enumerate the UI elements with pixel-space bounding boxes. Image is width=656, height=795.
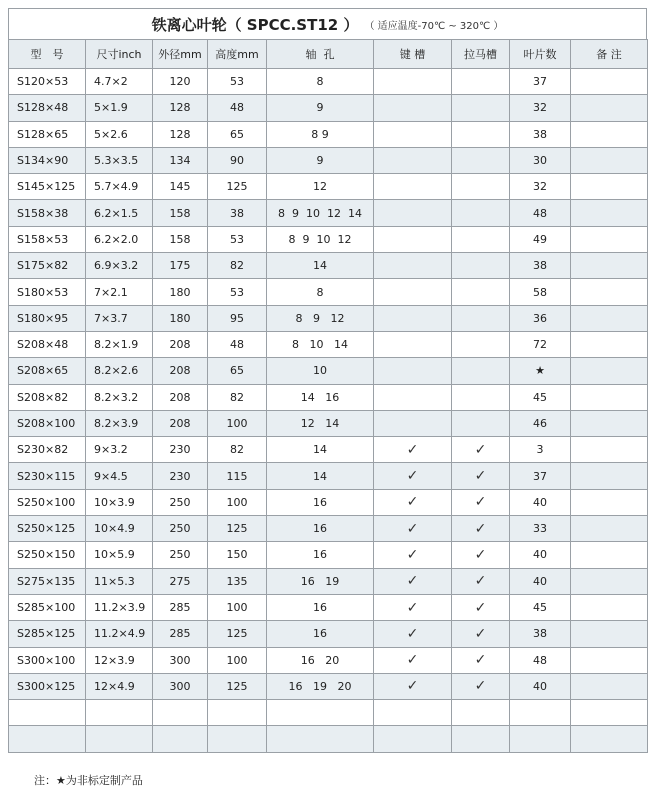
cell-outer-diameter: 134 <box>153 147 208 173</box>
cell-puller-slot <box>452 700 510 726</box>
cell-height: 150 <box>208 542 267 568</box>
cell-height: 82 <box>208 384 267 410</box>
cell-size-inch: 10×4.9 <box>86 516 153 542</box>
cell-shaft-hole: 8 9 10 12 14 <box>267 200 374 226</box>
cell-keyway <box>374 69 452 95</box>
cell-keyway <box>374 726 452 752</box>
cell-size-inch: 8.2×3.9 <box>86 410 153 436</box>
cell-puller-slot: ✓ <box>452 542 510 568</box>
cell-remarks <box>571 568 648 594</box>
cell-keyway <box>374 95 452 121</box>
table-row <box>9 516 648 542</box>
cell-outer-diameter: 128 <box>153 95 208 121</box>
cell-model: S300×125 <box>9 673 86 699</box>
cell-size-inch: 8.2×3.2 <box>86 384 153 410</box>
cell-remarks <box>571 410 648 436</box>
cell-model: S158×38 <box>9 200 86 226</box>
cell-shaft-hole: 16 <box>267 516 374 542</box>
cell-remarks <box>571 147 648 173</box>
cell-shaft-hole: 8 9 12 <box>267 305 374 331</box>
cell-outer-diameter: 180 <box>153 305 208 331</box>
cell-size-inch: 6.2×1.5 <box>86 200 153 226</box>
cell-outer-diameter: 208 <box>153 358 208 384</box>
header-puller-slot: 拉马槽 <box>452 40 510 69</box>
cell-size-inch: 6.9×3.2 <box>86 253 153 279</box>
cell-size-inch <box>86 700 153 726</box>
cell-size-inch: 12×4.9 <box>86 673 153 699</box>
cell-remarks <box>571 542 648 568</box>
cell-height: 100 <box>208 594 267 620</box>
table-row <box>9 463 648 489</box>
table-row <box>9 253 648 279</box>
cell-keyway <box>374 358 452 384</box>
cell-keyway: ✓ <box>374 542 452 568</box>
cell-outer-diameter: 250 <box>153 516 208 542</box>
cell-blade-count: 30 <box>510 147 571 173</box>
cell-puller-slot: ✓ <box>452 437 510 463</box>
cell-shaft-hole <box>267 700 374 726</box>
cell-remarks <box>571 121 648 147</box>
cell-puller-slot <box>452 69 510 95</box>
table-row <box>9 226 648 252</box>
cell-puller-slot <box>452 147 510 173</box>
table-title: 铁离心叶轮 <box>151 15 227 34</box>
cell-model: S128×65 <box>9 121 86 147</box>
cell-outer-diameter: 208 <box>153 331 208 357</box>
cell-keyway: ✓ <box>374 673 452 699</box>
cell-puller-slot <box>452 226 510 252</box>
cell-height: 125 <box>208 174 267 200</box>
header-size-inch: 尺寸inch <box>86 40 153 69</box>
cell-blade-count: 33 <box>510 516 571 542</box>
cell-blade-count: 40 <box>510 673 571 699</box>
cell-shaft-hole: 14 <box>267 253 374 279</box>
cell-puller-slot: ✓ <box>452 673 510 699</box>
cell-keyway <box>374 279 452 305</box>
table-row <box>9 305 648 331</box>
cell-model: S285×125 <box>9 621 86 647</box>
cell-shaft-hole: 16 <box>267 621 374 647</box>
cell-blade-count: 37 <box>510 69 571 95</box>
cell-remarks <box>571 673 648 699</box>
cell-keyway: ✓ <box>374 647 452 673</box>
cell-model <box>9 726 86 752</box>
cell-keyway: ✓ <box>374 516 452 542</box>
cell-puller-slot <box>452 384 510 410</box>
cell-puller-slot <box>452 726 510 752</box>
cell-blade-count <box>510 700 571 726</box>
table-row <box>9 69 648 95</box>
cell-size-inch: 5.3×3.5 <box>86 147 153 173</box>
cell-model: S250×150 <box>9 542 86 568</box>
cell-remarks <box>571 305 648 331</box>
cell-puller-slot <box>452 410 510 436</box>
cell-outer-diameter: 208 <box>153 384 208 410</box>
cell-puller-slot <box>452 174 510 200</box>
cell-keyway <box>374 121 452 147</box>
cell-keyway <box>374 226 452 252</box>
cell-model: S208×48 <box>9 331 86 357</box>
header-row <box>9 40 648 69</box>
cell-puller-slot: ✓ <box>452 621 510 647</box>
cell-size-inch: 11×5.3 <box>86 568 153 594</box>
cell-size-inch: 9×3.2 <box>86 437 153 463</box>
cell-height: 100 <box>208 410 267 436</box>
cell-keyway <box>374 200 452 226</box>
cell-size-inch <box>86 726 153 752</box>
cell-blade-count: 40 <box>510 542 571 568</box>
table-row <box>9 358 648 384</box>
table-row <box>9 594 648 620</box>
cell-model: S180×95 <box>9 305 86 331</box>
header-blade-count: 叶片数 <box>510 40 571 69</box>
cell-height: 48 <box>208 95 267 121</box>
cell-model: S250×125 <box>9 516 86 542</box>
cell-remarks <box>571 95 648 121</box>
header-model: 型 号 <box>9 40 86 69</box>
cell-blade-count: 3 <box>510 437 571 463</box>
cell-outer-diameter: 120 <box>153 69 208 95</box>
cell-outer-diameter: 180 <box>153 279 208 305</box>
cell-height <box>208 700 267 726</box>
cell-blade-count: 32 <box>510 95 571 121</box>
cell-outer-diameter: 250 <box>153 542 208 568</box>
cell-size-inch: 5.7×4.9 <box>86 174 153 200</box>
table-row <box>9 437 648 463</box>
cell-size-inch: 10×3.9 <box>86 489 153 515</box>
cell-remarks <box>571 279 648 305</box>
cell-height: 95 <box>208 305 267 331</box>
impeller-spec-sheet <box>8 8 647 753</box>
cell-outer-diameter: 300 <box>153 673 208 699</box>
cell-puller-slot <box>452 279 510 305</box>
cell-shaft-hole: 16 <box>267 489 374 515</box>
cell-model: S230×115 <box>9 463 86 489</box>
cell-height: 135 <box>208 568 267 594</box>
table-row <box>9 279 648 305</box>
cell-puller-slot: ✓ <box>452 568 510 594</box>
footnote: 注：★为非标定制产品 <box>34 774 143 787</box>
header-keyway: 键 槽 <box>374 40 452 69</box>
cell-shaft-hole: 9 <box>267 95 374 121</box>
cell-keyway: ✓ <box>374 463 452 489</box>
table-row <box>9 147 648 173</box>
cell-remarks <box>571 726 648 752</box>
cell-outer-diameter <box>153 700 208 726</box>
cell-blade-count: 45 <box>510 384 571 410</box>
header-remarks: 备 注 <box>571 40 648 69</box>
cell-height: 90 <box>208 147 267 173</box>
cell-blade-count: 58 <box>510 279 571 305</box>
cell-outer-diameter: 300 <box>153 647 208 673</box>
cell-outer-diameter: 128 <box>153 121 208 147</box>
cell-remarks <box>571 174 648 200</box>
cell-model: S208×65 <box>9 358 86 384</box>
cell-shaft-hole: 8 <box>267 279 374 305</box>
cell-model: S134×90 <box>9 147 86 173</box>
cell-size-inch: 5×1.9 <box>86 95 153 121</box>
cell-outer-diameter: 208 <box>153 410 208 436</box>
cell-height: 65 <box>208 358 267 384</box>
cell-shaft-hole: 8 9 10 12 <box>267 226 374 252</box>
cell-keyway: ✓ <box>374 621 452 647</box>
cell-keyway <box>374 147 452 173</box>
cell-shaft-hole: 14 <box>267 463 374 489</box>
cell-keyway: ✓ <box>374 437 452 463</box>
cell-shaft-hole: 16 19 <box>267 568 374 594</box>
cell-remarks <box>571 463 648 489</box>
cell-keyway <box>374 305 452 331</box>
cell-blade-count: 46 <box>510 410 571 436</box>
cell-model: S120×53 <box>9 69 86 95</box>
spec-table-body <box>9 69 648 753</box>
cell-model: S175×82 <box>9 253 86 279</box>
cell-blade-count: 36 <box>510 305 571 331</box>
cell-puller-slot <box>452 331 510 357</box>
cell-model: S300×100 <box>9 647 86 673</box>
cell-size-inch: 7×2.1 <box>86 279 153 305</box>
cell-remarks <box>571 647 648 673</box>
cell-keyway <box>374 410 452 436</box>
cell-outer-diameter: 175 <box>153 253 208 279</box>
cell-shaft-hole: 16 20 <box>267 647 374 673</box>
table-title-bar <box>8 8 647 39</box>
cell-size-inch: 7×3.7 <box>86 305 153 331</box>
cell-shaft-hole <box>267 726 374 752</box>
cell-shaft-hole: 14 16 <box>267 384 374 410</box>
cell-remarks <box>571 700 648 726</box>
cell-size-inch: 9×4.5 <box>86 463 153 489</box>
cell-blade-count: 72 <box>510 331 571 357</box>
cell-keyway: ✓ <box>374 568 452 594</box>
table-row <box>9 647 648 673</box>
cell-blade-count <box>510 726 571 752</box>
cell-size-inch: 8.2×1.9 <box>86 331 153 357</box>
cell-remarks <box>571 437 648 463</box>
cell-model: S180×53 <box>9 279 86 305</box>
cell-remarks <box>571 516 648 542</box>
cell-shaft-hole: 9 <box>267 147 374 173</box>
cell-size-inch: 10×5.9 <box>86 542 153 568</box>
cell-shaft-hole: 8 10 14 <box>267 331 374 357</box>
cell-puller-slot <box>452 95 510 121</box>
cell-puller-slot: ✓ <box>452 489 510 515</box>
cell-height: 82 <box>208 437 267 463</box>
cell-remarks <box>571 594 648 620</box>
cell-outer-diameter: 230 <box>153 463 208 489</box>
cell-puller-slot: ✓ <box>452 647 510 673</box>
table-row <box>9 489 648 515</box>
cell-height: 115 <box>208 463 267 489</box>
cell-remarks <box>571 489 648 515</box>
cell-size-inch: 11.2×3.9 <box>86 594 153 620</box>
cell-height: 100 <box>208 489 267 515</box>
cell-remarks <box>571 69 648 95</box>
cell-blade-count: 40 <box>510 568 571 594</box>
header-height: 高度mm <box>208 40 267 69</box>
cell-puller-slot: ✓ <box>452 516 510 542</box>
table-row <box>9 673 648 699</box>
cell-keyway <box>374 174 452 200</box>
cell-remarks <box>571 200 648 226</box>
cell-blade-count: 49 <box>510 226 571 252</box>
cell-outer-diameter: 158 <box>153 200 208 226</box>
cell-keyway: ✓ <box>374 489 452 515</box>
cell-height <box>208 726 267 752</box>
cell-puller-slot <box>452 253 510 279</box>
cell-outer-diameter: 250 <box>153 489 208 515</box>
cell-puller-slot <box>452 305 510 331</box>
cell-shaft-hole: 14 <box>267 437 374 463</box>
cell-outer-diameter: 145 <box>153 174 208 200</box>
cell-keyway <box>374 253 452 279</box>
cell-keyway <box>374 384 452 410</box>
cell-height: 53 <box>208 226 267 252</box>
table-row <box>9 174 648 200</box>
cell-remarks <box>571 253 648 279</box>
cell-puller-slot: ✓ <box>452 463 510 489</box>
cell-blade-count: 38 <box>510 121 571 147</box>
cell-blade-count: 37 <box>510 463 571 489</box>
cell-puller-slot <box>452 121 510 147</box>
table-row <box>9 542 648 568</box>
cell-blade-count: ★ <box>510 358 571 384</box>
cell-size-inch: 8.2×2.6 <box>86 358 153 384</box>
cell-height: 100 <box>208 647 267 673</box>
cell-blade-count: 48 <box>510 200 571 226</box>
cell-size-inch: 4.7×2 <box>86 69 153 95</box>
cell-model: S158×53 <box>9 226 86 252</box>
cell-model: S250×100 <box>9 489 86 515</box>
cell-model <box>9 700 86 726</box>
cell-model: S145×125 <box>9 174 86 200</box>
cell-shaft-hole: 12 <box>267 174 374 200</box>
table-row <box>9 95 648 121</box>
cell-shaft-hole: 12 14 <box>267 410 374 436</box>
cell-remarks <box>571 358 648 384</box>
cell-size-inch: 5×2.6 <box>86 121 153 147</box>
cell-model: S285×100 <box>9 594 86 620</box>
cell-height: 48 <box>208 331 267 357</box>
cell-blade-count: 38 <box>510 621 571 647</box>
cell-model: S208×100 <box>9 410 86 436</box>
cell-height: 125 <box>208 621 267 647</box>
cell-puller-slot: ✓ <box>452 594 510 620</box>
cell-blade-count: 45 <box>510 594 571 620</box>
cell-outer-diameter: 158 <box>153 226 208 252</box>
cell-height: 82 <box>208 253 267 279</box>
table-row <box>9 621 648 647</box>
cell-model: S230×82 <box>9 437 86 463</box>
cell-keyway <box>374 700 452 726</box>
table-row <box>9 700 648 726</box>
cell-height: 125 <box>208 516 267 542</box>
cell-puller-slot <box>452 200 510 226</box>
cell-blade-count: 38 <box>510 253 571 279</box>
cell-remarks <box>571 226 648 252</box>
table-row <box>9 726 648 752</box>
cell-keyway <box>374 331 452 357</box>
table-row <box>9 410 648 436</box>
cell-size-inch: 11.2×4.9 <box>86 621 153 647</box>
cell-remarks <box>571 331 648 357</box>
cell-shaft-hole: 8 <box>267 69 374 95</box>
table-row <box>9 384 648 410</box>
cell-model: S208×82 <box>9 384 86 410</box>
temperature-range: （ 适应温度-70℃ ~ 320℃ ） <box>364 20 504 32</box>
cell-remarks <box>571 384 648 410</box>
cell-height: 38 <box>208 200 267 226</box>
cell-outer-diameter: 230 <box>153 437 208 463</box>
cell-model: S128×48 <box>9 95 86 121</box>
cell-model: S275×135 <box>9 568 86 594</box>
cell-outer-diameter <box>153 726 208 752</box>
cell-keyway: ✓ <box>374 594 452 620</box>
cell-size-inch: 12×3.9 <box>86 647 153 673</box>
table-row <box>9 200 648 226</box>
cell-shaft-hole: 16 <box>267 542 374 568</box>
cell-puller-slot <box>452 358 510 384</box>
header-outer-diameter: 外径mm <box>153 40 208 69</box>
cell-outer-diameter: 285 <box>153 621 208 647</box>
cell-blade-count: 40 <box>510 489 571 515</box>
cell-blade-count: 32 <box>510 174 571 200</box>
cell-shaft-hole: 8 9 <box>267 121 374 147</box>
cell-height: 53 <box>208 279 267 305</box>
cell-outer-diameter: 275 <box>153 568 208 594</box>
cell-height: 65 <box>208 121 267 147</box>
cell-shaft-hole: 16 19 20 <box>267 673 374 699</box>
cell-height: 125 <box>208 673 267 699</box>
cell-height: 53 <box>208 69 267 95</box>
header-shaft-hole: 轴 孔 <box>267 40 374 69</box>
cell-remarks <box>571 621 648 647</box>
table-row <box>9 121 648 147</box>
table-row <box>9 331 648 357</box>
table-row <box>9 568 648 594</box>
cell-outer-diameter: 285 <box>153 594 208 620</box>
spec-table <box>8 39 648 753</box>
cell-blade-count: 48 <box>510 647 571 673</box>
cell-shaft-hole: 10 <box>267 358 374 384</box>
cell-shaft-hole: 16 <box>267 594 374 620</box>
cell-size-inch: 6.2×2.0 <box>86 226 153 252</box>
table-title-code: （ SPCC.ST12 ） <box>226 15 359 34</box>
